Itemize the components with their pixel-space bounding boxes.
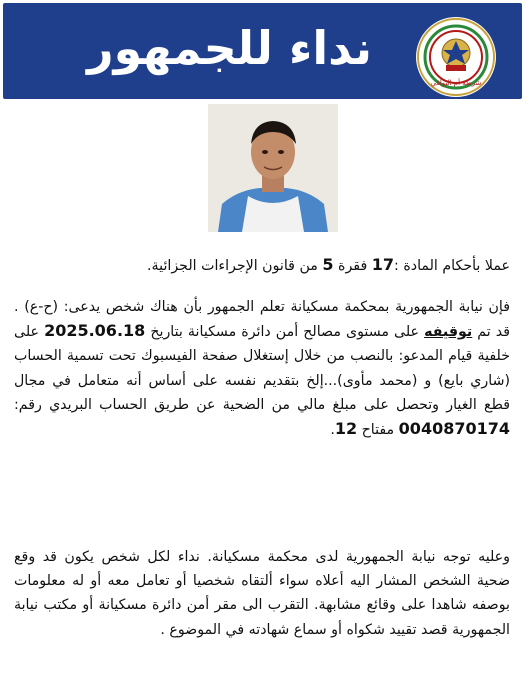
case-text-5: . xyxy=(330,422,335,439)
person-photo-icon xyxy=(208,104,338,232)
arrest-keyword: توقيفه xyxy=(424,324,473,341)
postal-account-number: 0040870174 xyxy=(398,419,510,439)
page-title: نداء للجمهور xyxy=(87,21,372,75)
legal-basis-text-3: من قانون الإجراءات الجزائية. xyxy=(147,258,323,274)
account-key: 12 xyxy=(334,419,358,439)
emblem-caption: شرطة أم البواقي xyxy=(430,79,482,87)
case-text-4: مفتاح xyxy=(357,422,399,439)
police-emblem xyxy=(416,17,496,97)
arrest-date: 2025.06.18 xyxy=(44,321,146,341)
legal-basis xyxy=(14,253,510,278)
appeal-paragraph: وعليه توجه نيابة الجمهورية لدى محكمة مسكيانة. نداء لكل شخص يكون قد وقع ضحية الشخص المشار اليه أعلاه سواء ألتقاه شخصيا أو تعامل معه أو له معلومات بوصفه شاهدا على وقائع مشابهة. التقرب الى مقر أمن دائرة مسكيانة أو مكتب نيابة الجمهورية قصد تقييد شكواه أو سماع شهادته في الموضوع . xyxy=(14,549,510,638)
article-number: 17 xyxy=(371,255,395,274)
case-paragraph xyxy=(14,295,510,442)
header-banner xyxy=(3,3,522,99)
case-text-2: على مستوى مصالح أمن دائرة مسكيانة بتاريخ xyxy=(145,324,425,341)
legal-basis-text-2: فقرة xyxy=(333,258,372,274)
paragraph-number: 5 xyxy=(322,255,334,274)
legal-basis-text-1: عملا بأحكام المادة : xyxy=(394,258,510,274)
suspect-photo xyxy=(208,104,338,232)
case-text-1: فإن نيابة الجمهورية بمحكمة مسكيانة تعلم الجمهور بأن هناك شخص يدعى: (ح-ع) . قد تم xyxy=(14,299,510,341)
case-text-3: على خلفية قيام المدعو: بالنصب من خلال إستغلال صفحة الفيسبوك تحت تسمية الحساب (شاري بايع) و (محمد مأوى)...إلخ بتقديم نفسه على أساس أنه متعامل في مجال قطع الغيار وتحصل على مبلغ مالي من الضحية عن طريق الحساب البريدي رقم: xyxy=(14,324,510,413)
